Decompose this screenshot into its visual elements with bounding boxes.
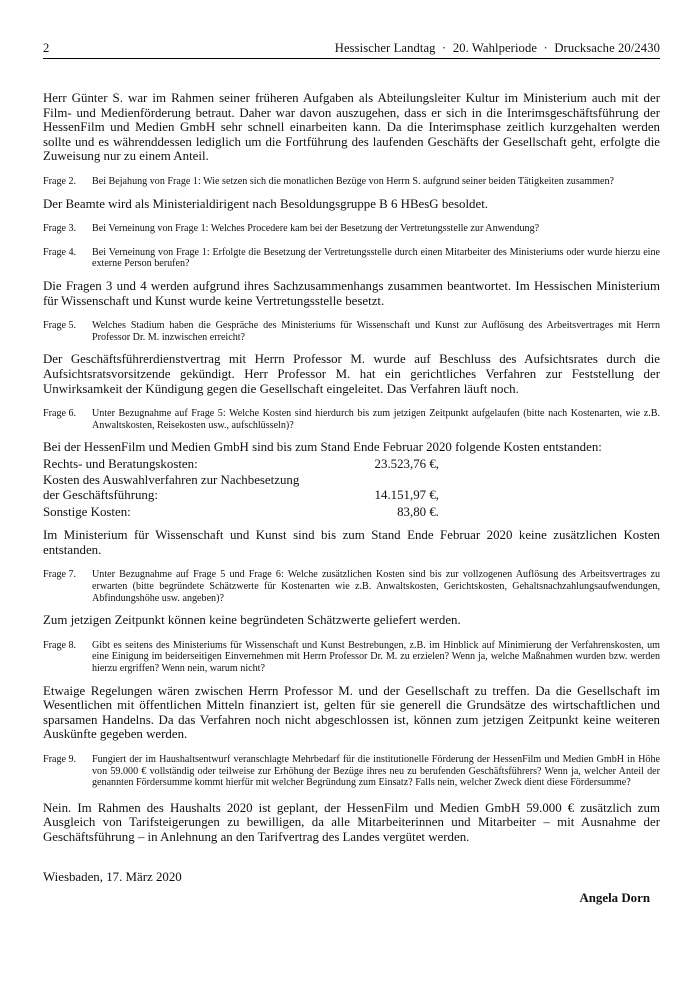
page-number: 2: [43, 41, 50, 55]
question-label: Frage 9.: [43, 753, 77, 765]
question-label: Frage 6.: [43, 408, 77, 420]
question-label: Frage 4.: [43, 246, 77, 258]
question-9: [43, 754, 660, 789]
answer-7: Zum jetzigen Zeitpunkt können keine begründeten Schätzwerte geliefert werden.: [43, 613, 461, 628]
question-5: [43, 320, 660, 343]
cost-table: [43, 457, 439, 519]
cost-value: 14.151,97 €,: [374, 488, 439, 503]
question-8: [43, 640, 660, 675]
cost-row: [43, 473, 439, 502]
question-text: Gibt es seitens des Ministeriums für Wissenschaft und Kunst Bestrebungen, z.B. im Hinblick auf Minimierung der Verfahrenskosten, um eine Einigung im beiderseitigen Einvernehmen mit Herrn Professor Dr. M. zu erzielen? Wenn ja, welche Maßnahmen wurden bzw. werden hierzu ergriffen? Wenn nein, warum nicht?: [92, 639, 660, 674]
question-3: [43, 223, 660, 235]
answer-1: Herr Günter S. war im Rahmen seiner früheren Aufgaben als Abteilungsleiter Kultur im Ministerium auch mit der Film- und Medienförderung betraut. Daher war davon auszugehen, dass er sich in die Interimsgeschäftsführung der HessenFilm und Medien GmbH sehr schnell einarbeiten kann. Da die Interimsphase zeitlich kurzgehalten werden sollte und es währenddessen lediglich um die Fortführung des laufenden Geschäfts der Gesellschaft geht, erfolgte die Zuweisung nur zu einem Anteil.: [43, 91, 660, 164]
signature-block: [43, 870, 660, 910]
question-7: [43, 569, 660, 604]
answer-3-4: Die Fragen 3 und 4 werden aufgrund ihres Sachzusammenhangs zusammen beantwortet. Im Hessischen Ministerium für Wissenschaft und Kunst wurde keine Vertretungsstelle besetzt.: [43, 278, 660, 308]
question-label: Frage 3.: [43, 223, 77, 235]
question-text: Bei Verneinung von Frage 1: Welches Procedere kam bei der Besetzung der Vertretungsstelle zur Anwendung?: [92, 223, 540, 235]
cost-row: [43, 505, 439, 520]
question-text: Bei Bejahung von Frage 1: Wie setzen sich die monatlichen Bezüge von Herrn S. aufgrund seiner beiden Tätigkeiten zusammen?: [92, 175, 614, 187]
answer-6-outro: Im Ministerium für Wissenschaft und Kunst sind bis zum Stand Ende Februar 2020 keine zusätzlichen Kosten entstanden.: [43, 528, 660, 557]
cost-value: 83,80 €.: [397, 504, 439, 519]
question-text: Fungiert der im Haushaltsentwurf veranschlagte Mehrbedarf für die institutionelle Förderung der HessenFilm und Medien GmbH in Höhe von 59.000 € vollständig oder teilweise zur Erhöhung der Bezüge ihres neu zu berufenden Geschäftsführers? Wenn ja, welcher Anteil der genannten Fördersumme kommt hierfür mit welcher Begründung zum Einsatz? Falls nein, welcher Zweck dient diese Fördersumme?: [92, 753, 660, 789]
question-text: Unter Bezugnahme auf Frage 5: Welche Kosten sind hierdurch bis zum jetzigen Zeitpunkt aufgelaufen (bitte nach Kostenarten, wie z.B. Anwaltskosten, Reisekosten usw., aufschlüsseln)?: [92, 408, 660, 431]
cost-row: [43, 457, 439, 472]
cost-value: 23.523,76 €,: [374, 456, 439, 471]
question-label: Frage 5.: [43, 320, 77, 332]
document-page: [43, 40, 660, 910]
running-header: [43, 40, 660, 59]
question-label: Frage 7.: [43, 569, 77, 581]
question-label: Frage 8.: [43, 639, 77, 651]
question-label: Frage 2.: [43, 175, 77, 187]
running-title: Hessischer Landtag · 20. Wahlperiode · Drucksache 20/2430: [334, 41, 660, 55]
question-6: [43, 408, 660, 431]
cost-label: Rechts- und Beratungskosten:: [43, 456, 198, 471]
answer-6-intro: Bei der HessenFilm und Medien GmbH sind bis zum Stand Ende Februar 2020 folgende Kosten entstanden:: [43, 440, 602, 455]
cost-label: Sonstige Kosten:: [43, 504, 131, 519]
question-text: Unter Bezugnahme auf Frage 5 und Frage 6: Welche zusätzlichen Kosten sind bis zur vollzogenen Auflösung des Arbeitsvertrages zu erwarten (bitte begründete Schätzwerte für Kostenarten wie z.B. Anwaltskosten, Gerichtskosten, Gehaltsnachzahlungsaufwendungen, Abfindungshöhe usw. angeben)?: [92, 569, 660, 604]
place-date: Wiesbaden, 17. März 2020: [43, 869, 182, 884]
question-text: Bei Verneinung von Frage 1: Erfolgte die Besetzung der Vertretungsstelle durch einen Mitarbeiter des Ministeriums oder wurde hierzu eine externe Person berufen?: [92, 246, 660, 270]
answer-2: Der Beamte wird als Ministerialdirigent nach Besoldungsgruppe B 6 HBesG besoldet.: [43, 196, 488, 211]
answer-9: Nein. Im Rahmen des Haushalts 2020 ist geplant, der HessenFilm und Medien GmbH 59.000 € zusätzlich zum Ausgleich von Tarifsteigerungen zu bewilligen, da alle Mitarbeiterinnen und Mitarbeiter – mit Ausnahme der Geschäftsführung – in Anlehnung an den Tarifvertrag des Landes vergütet werden.: [43, 800, 660, 844]
question-4: [43, 247, 660, 270]
question-2: [43, 176, 660, 188]
signatory-name: Angela Dorn: [579, 890, 650, 905]
cost-label: Kosten des Auswahlverfahren zur Nachbesetzung der Geschäftsführung:: [43, 473, 300, 503]
answer-5: Der Geschäftsführerdienstvertrag mit Herrn Professor M. wurde auf Beschluss des Aufsichtsrates durch die Aufsichtsratsvorsitzende gekündigt. Herr Professor M. hat ein gerichtliches Verfahren zur Feststellung der Unwirksamkeit der Kündigung gegen die Gesellschaft eingeleitet. Das Verfahren läuft noch.: [43, 352, 660, 396]
question-text: Welches Stadium haben die Gespräche des Ministeriums für Wissenschaft und Kunst zur Auflösung des Arbeitsvertrages mit Herrn Professor Dr. M. inzwischen erreicht?: [92, 320, 660, 343]
answer-8: Etwaige Regelungen wären zwischen Herrn Professor M. und der Gesellschaft zu treffen. Da die Gesellschaft im Wesentlichen mit öffentlichen Mitteln finanziert ist, gelten für sie generell die Grundsätze des wirtschaftlichen und sparsamen Handelns. Da das Verfahren noch nicht abgeschlossen ist, können zum jetzigen Zeitpunkt keine weiteren Auskünfte gegeben werden.: [43, 683, 660, 742]
